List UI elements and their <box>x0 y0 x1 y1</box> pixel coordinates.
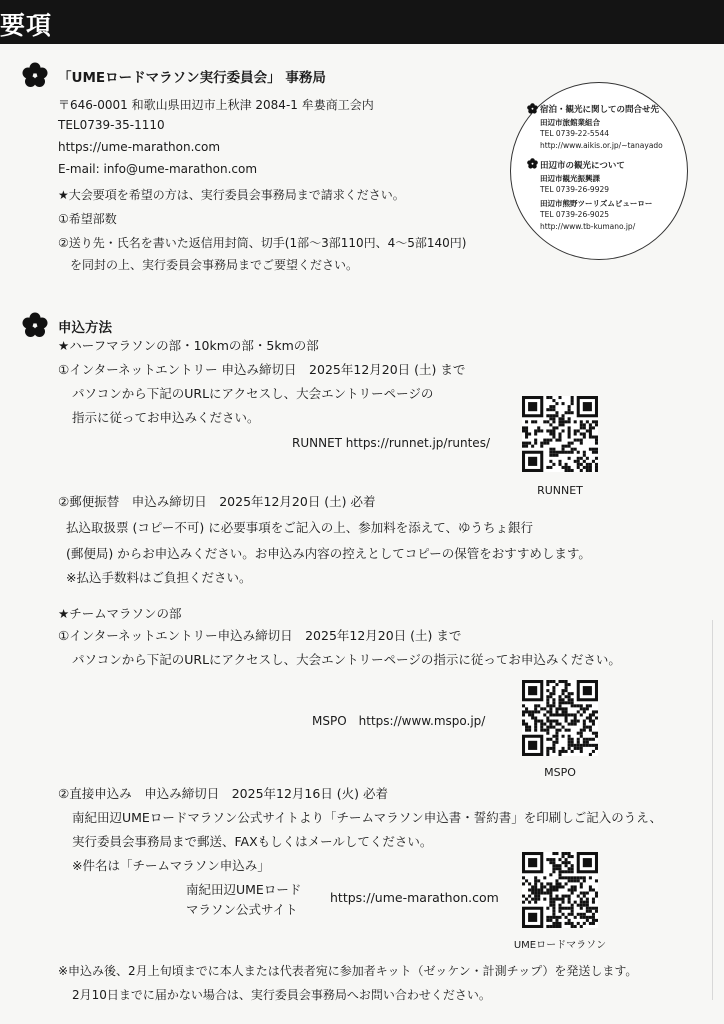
tourism-org-1: 田辺市観光振興課 <box>540 174 600 183</box>
official-site-qr-caption: UMEロードマラソン <box>513 940 607 951</box>
plum-blossom-icon <box>527 158 538 169</box>
plum-blossom-icon <box>22 62 48 88</box>
office-tel: TEL0739-35-1110 <box>58 118 165 132</box>
team-title: ★チームマラソンの部 <box>58 606 182 621</box>
lodging-heading: 宿泊・観光に関しての問合せ先 <box>540 105 660 115</box>
tourism-tel-2: TEL 0739-26-9025 <box>540 210 610 219</box>
mspo-link[interactable]: MSPO https://www.mspo.jp/ <box>312 714 486 728</box>
request-item-2b: を同封の上、実行委員会事務局までご要望ください。 <box>70 258 359 272</box>
lodging-tel: TEL 0739-22-5544 <box>540 129 610 138</box>
half-post-line-3: ※払込手数料はご負担ください。 <box>66 570 252 585</box>
team-direct-line-3: ※件名は「チームマラソン申込み」 <box>72 858 270 873</box>
request-item-2: ②送り先・氏名を書いた返信用封筒、切手(1部～3部110円、4～5部140円) <box>58 236 467 250</box>
header-bar <box>0 0 724 44</box>
plum-blossom-icon <box>527 103 538 114</box>
site-name-line-2: マラソン公式サイト <box>186 902 298 917</box>
runnet-link[interactable]: RUNNET https://runnet.jp/runtes/ <box>292 436 490 450</box>
office-title: 「UMEロードマラソン実行委員会」 事務局 <box>58 70 326 86</box>
official-site-link[interactable]: https://ume-marathon.com <box>330 890 499 905</box>
tourism-org-2: 田辺市熊野ツーリズムビューロー <box>540 199 653 208</box>
mspo-qr-code <box>522 680 598 756</box>
office-url[interactable]: https://ume-marathon.com <box>58 140 221 154</box>
tourism-tel-1: TEL 0739-26-9929 <box>540 185 610 194</box>
inquiry-circle <box>510 82 688 260</box>
team-direct-line-1: 南紀田辺UMEロードマラソン公式サイトより「チームマラソン申込書・誓約書」を印刷しご記入のうえ、 <box>72 810 662 825</box>
half-post-line-1: 払込取扱票 (コピー不可) に必要事項をご記入の上、参加料を添えて、ゆうちょ銀行 <box>66 520 533 535</box>
lodging-org: 田辺市旅館業組合 <box>540 118 600 127</box>
half-net-line-1: パソコンから下記のURLにアクセスし、大会エントリーページの <box>72 386 434 401</box>
runnet-qr-code <box>522 396 598 472</box>
tourism-heading: 田辺市の観光について <box>540 161 625 171</box>
plum-blossom-icon <box>22 312 48 338</box>
office-email[interactable]: E-mail: info@ume-marathon.com <box>58 162 258 176</box>
office-address: 〒646-0001 和歌山県田辺市上秋津 2084-1 牟婁商工会内 <box>58 98 374 112</box>
tourism-url[interactable]: http://www.tb-kumano.jp/ <box>540 222 636 231</box>
half-net-heading: ①インターネットエントリー 申込み締切日 2025年12月20日 (土) まで <box>58 362 466 377</box>
half-post-line-2: (郵便局) からお申込みください。お申込み内容の控えとしてコピーの保管をおすすめします。 <box>66 546 591 561</box>
mspo-qr-caption: MSPO <box>544 766 576 779</box>
footer-note-line-1: ※申込み後、2月上旬頃までに本人または代表者宛に参加者キット（ゼッケン・計測チップ）を発送します。 <box>58 964 638 978</box>
footer-note-line-2: 2月10日までに届かない場合は、実行委員会事務局へお問い合わせください。 <box>72 988 491 1002</box>
runnet-qr-caption: RUNNET <box>537 484 583 497</box>
half-net-line-2: 指示に従ってお申込みください。 <box>72 410 260 425</box>
team-net-heading: ①インターネットエントリー申込み締切日 2025年12月20日 (土) まで <box>58 628 462 643</box>
team-direct-heading: ②直接申込み 申込み締切日 2025年12月16日 (火) 必着 <box>58 786 389 801</box>
half-title: ★ハーフマラソンの部・10kmの部・5kmの部 <box>58 338 319 353</box>
official-site-qr-code <box>522 852 598 928</box>
lodging-url[interactable]: http://www.aikis.or.jp/~tanayado <box>540 141 663 150</box>
team-net-line-1: パソコンから下記のURLにアクセスし、大会エントリーページの指示に従ってお申込みください。 <box>72 652 621 667</box>
page-title: 要項 <box>0 11 53 40</box>
request-note: ★大会要項を希望の方は、実行委員会事務局まで請求ください。 <box>58 188 405 202</box>
team-direct-line-2: 実行委員会事務局まで郵送、FAXもしくはメールしてください。 <box>72 834 433 849</box>
apply-title: 申込方法 <box>58 320 112 336</box>
request-item-1: ①希望部数 <box>58 212 117 226</box>
half-post-heading: ②郵便振替 申込み締切日 2025年12月20日 (土) 必着 <box>58 494 376 509</box>
site-name-line-1: 南紀田辺UMEロード <box>186 882 302 897</box>
page-edge-divider <box>712 620 723 1000</box>
